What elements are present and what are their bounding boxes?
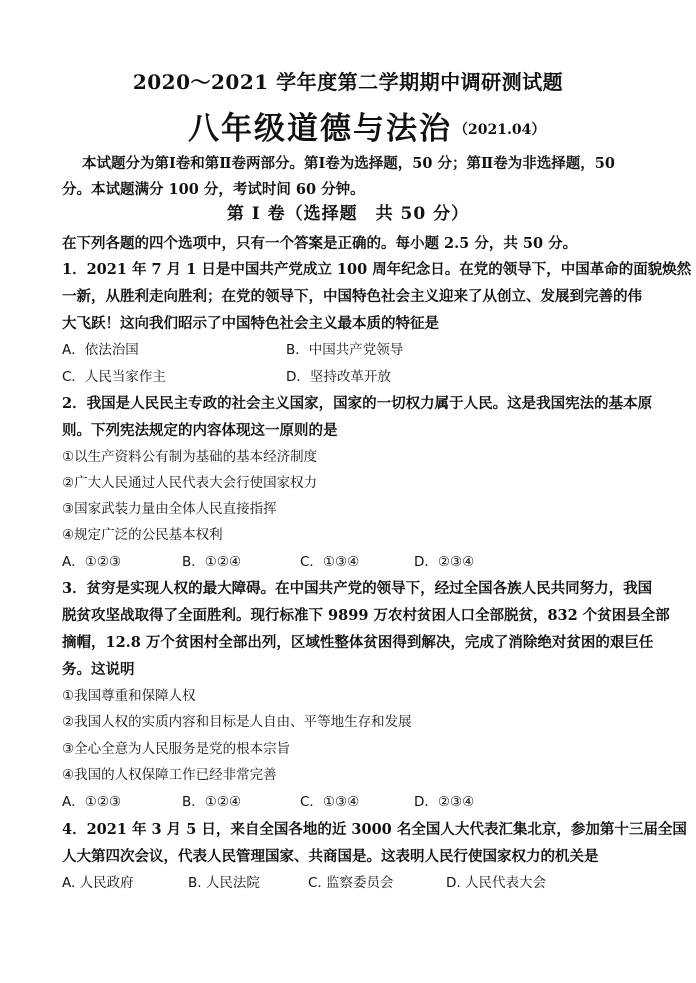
q2-statement-3: ③国家武装力量由全体人民直接指挥 <box>62 501 277 517</box>
subject-name: 八年级道德与法治 <box>188 111 452 147</box>
q1-line-2: 一新，从胜利走向胜利；在党的领导下，中国特色社会主义迎来了从创立、发展到完善的伟 <box>62 288 642 305</box>
q2-line-2: 则。下列宪法规定的内容体现这一原则的是 <box>62 422 338 439</box>
q3-option-a: A．①②③ <box>62 794 122 810</box>
q3-line-2: 脱贫攻坚战取得了全面胜利。现行标准下 9899 万农村贫困人口全部脱贫，832 个贫困县全部 <box>62 607 670 624</box>
exam-date: （2021.04） <box>454 122 546 138</box>
q3-statement-2: ②我国人权的实质内容和目标是人自由、平等地生存和发展 <box>62 714 412 730</box>
q1-line-1: 1．2021 年 7 月 1 日是中国共产党成立 100 周年纪念日。在党的领导下，中国革命的面貌焕然 <box>62 261 692 278</box>
q3-option-b: B．①②④ <box>182 794 242 810</box>
q2-option-b: B．①②④ <box>182 554 242 570</box>
q4-line-2: 人大第四次会议，代表人民管理国家、共商国是。这表明人民行使国家权力的机关是 <box>62 848 599 865</box>
exam-title: 2020～2021 学年度第二学期期中调研测试题 <box>132 70 564 94</box>
section-instruction: 在下列各题的四个选项中，只有一个答案是正确的。每小题 2.5 分，共 50 分。 <box>62 235 578 252</box>
q1-option-d: D．坚持改革开放 <box>286 369 391 385</box>
q2-option-d: D．②③④ <box>414 554 475 570</box>
q3-line-1: 3．贫穷是实现人权的最大障碍。在中国共产党的领导下，经过全国各族人民共同努力，我国 <box>62 580 653 597</box>
q3-line-4: 务。这说明 <box>62 661 135 678</box>
q3-line-3: 摘帽，12.8 万个贫困村全部出列，区域性整体贫困得到解决，完成了消除绝对贫困的艰巨任 <box>62 634 654 651</box>
q2-statement-4: ④规定广泛的公民基本权利 <box>62 527 223 543</box>
q4-line-1: 4．2021 年 3 月 5 日，来自全国各地的近 3000 名全国人大代表汇集北京，参加第十三届全国 <box>62 821 687 838</box>
q4-option-c: C. 监察委员会 <box>308 875 394 891</box>
q4-option-d: D. 人民代表大会 <box>446 875 546 891</box>
q1-option-b: B．中国共产党领导 <box>286 342 404 358</box>
q4-option-b: B. 人民法院 <box>188 875 260 891</box>
q3-statement-4: ④我国的人权保障工作已经非常完善 <box>62 767 277 783</box>
intro-line-2: 分。本试题满分 100 分，考试时间 60 分钟。 <box>62 181 365 198</box>
q2-line-1: 2．我国是人民民主专政的社会主义国家，国家的一切权力属于人民。这是我国宪法的基本原 <box>62 395 653 412</box>
q3-option-c: C．①③④ <box>300 794 360 810</box>
q1-option-c: C．人民当家作主 <box>62 369 166 385</box>
q2-option-a: A．①②③ <box>62 554 122 570</box>
q2-option-c: C．①③④ <box>300 554 360 570</box>
q2-statement-1: ①以生产资料公有制为基础的基本经济制度 <box>62 449 318 465</box>
q3-option-d: D．②③④ <box>414 794 475 810</box>
section-title: 第 Ⅰ 卷（选择题 共 50 分） <box>226 204 470 224</box>
q2-statement-2: ②广大人民通过人民代表大会行使国家权力 <box>62 475 318 491</box>
intro-line-1: 本试题分为第Ⅰ卷和第Ⅱ卷两部分。第Ⅰ卷为选择题，50 分；第Ⅱ卷为非选择题，50 <box>82 155 615 172</box>
q3-statement-1: ①我国尊重和保障人权 <box>62 688 196 704</box>
q1-line-3: 大飞跃！这向我们昭示了中国特色社会主义最本质的特征是 <box>62 315 439 332</box>
q4-option-a: A. 人民政府 <box>62 875 134 891</box>
q1-option-a: A．依法治国 <box>62 342 139 358</box>
subject-title <box>188 111 546 147</box>
q3-statement-3: ③全心全意为人民服务是党的根本宗旨 <box>62 741 291 757</box>
